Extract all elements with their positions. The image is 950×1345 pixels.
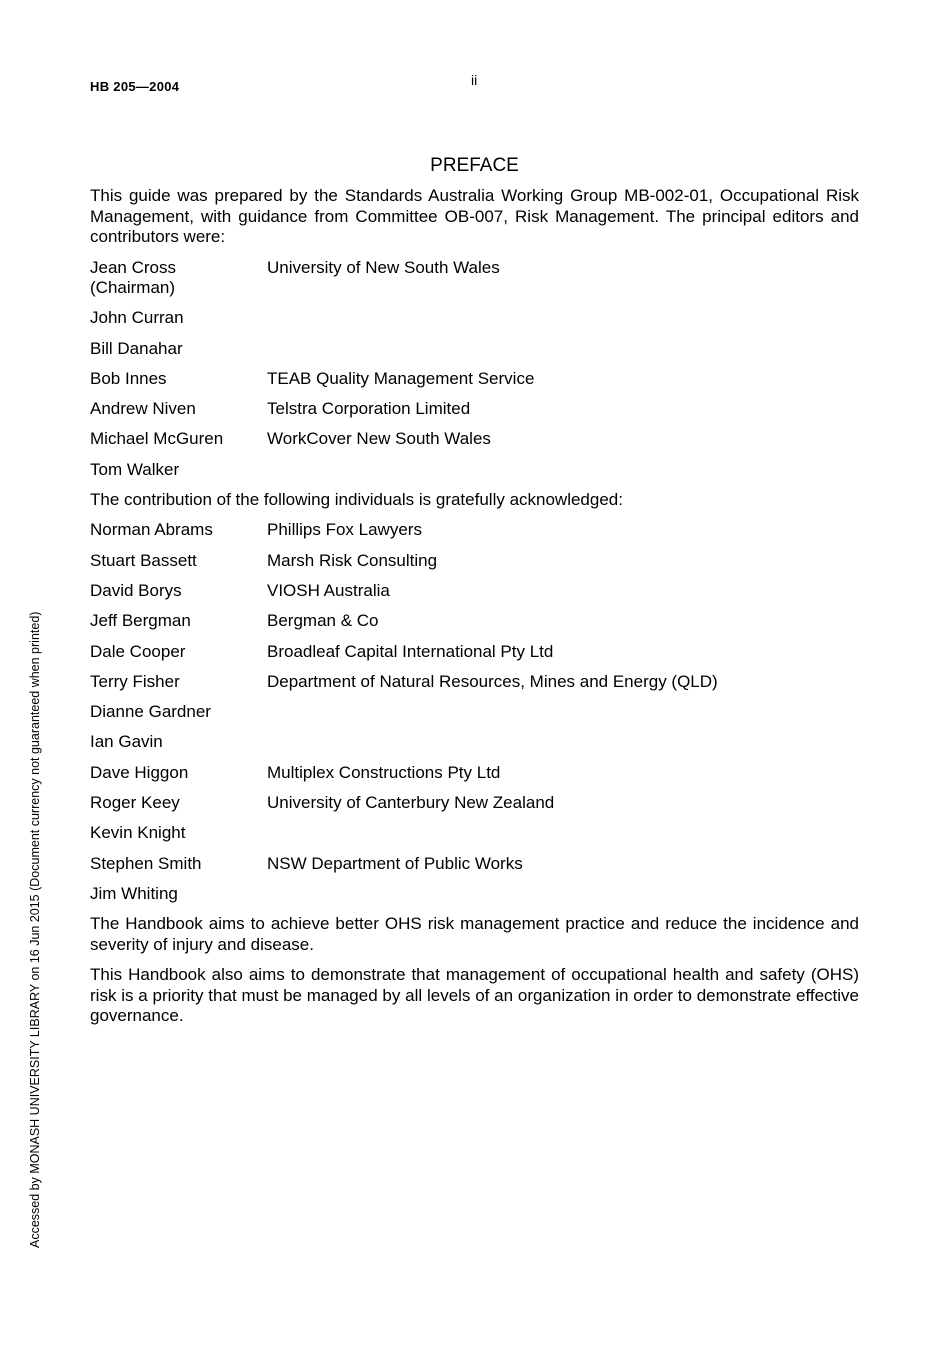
contributor-name: David Borys	[90, 580, 182, 600]
contributor-name: Jim Whiting	[90, 883, 178, 903]
contributor-name: Dianne Gardner	[90, 702, 211, 722]
editor-row	[90, 429, 859, 450]
contributor-org: Broadleaf Capital International Pty Ltd	[267, 641, 554, 661]
contributor-row	[90, 672, 859, 693]
editor-name: John Curran	[90, 308, 184, 328]
editor-name: Bill Danahar	[90, 338, 183, 358]
contributor-name: Dale Cooper	[90, 641, 186, 661]
editor-org: WorkCover New South Wales	[267, 429, 491, 449]
contributor-org	[267, 732, 859, 753]
editor-org	[267, 308, 859, 329]
editor-name: Andrew Niven	[90, 399, 196, 419]
editor-row	[90, 399, 859, 420]
contributor-org	[267, 823, 859, 844]
contributor-name: Roger Keey	[90, 793, 180, 813]
editor-org	[267, 460, 859, 481]
contributor-row	[90, 732, 859, 753]
document-code: HB 205—2004	[90, 79, 180, 94]
acknowledgement-line: The contribution of the following individuals is gratefully acknowledged:	[90, 490, 623, 510]
contributor-org	[267, 702, 859, 723]
contributor-row	[90, 611, 859, 632]
contributor-name: Terry Fisher	[90, 671, 180, 691]
editor-row	[90, 308, 859, 329]
contributor-org: VIOSH Australia	[267, 580, 390, 600]
contributor-org: Department of Natural Resources, Mines and Energy (QLD)	[267, 671, 718, 691]
editor-org: University of New South Wales	[267, 257, 500, 277]
aim-paragraph-2: This Handbook also aims to demonstrate that management of occupational health and safety (OHS) risk is a priority that must be managed by all levels of an organization in order to demonstrate effective governance.	[90, 965, 859, 1026]
contributor-name: Ian Gavin	[90, 732, 163, 752]
contributor-row	[90, 763, 859, 784]
contributor-row	[90, 854, 859, 875]
aim-paragraph-1: The Handbook aims to achieve better OHS risk management practice and reduce the incidence and severity of injury and disease.	[90, 914, 859, 954]
editor-org: Telstra Corporation Limited	[267, 399, 471, 419]
contributor-row	[90, 793, 859, 814]
editor-name: Tom Walker	[90, 459, 180, 479]
editors-list	[90, 258, 859, 481]
contributor-org: Marsh Risk Consulting	[267, 550, 438, 570]
editor-name: Michael McGuren	[90, 429, 224, 449]
contributor-org: Phillips Fox Lawyers	[267, 520, 422, 540]
contributor-org: Bergman & Co	[267, 611, 379, 631]
contributor-name: Norman Abrams	[90, 520, 213, 540]
editor-name: Jean Cross (Chairman)	[90, 257, 176, 297]
page-content	[90, 154, 859, 1027]
editor-org	[267, 339, 859, 360]
page-title: PREFACE	[430, 155, 519, 176]
editor-row	[90, 258, 859, 299]
access-watermark: Accessed by MONASH UNIVERSITY LIBRARY on 16 Jun 2015 (Document currency not guaranteed when printed)	[28, 611, 42, 1248]
contributor-org: Multiplex Constructions Pty Ltd	[267, 762, 501, 782]
contributor-org: NSW Department of Public Works	[267, 853, 523, 873]
intro-paragraph: This guide was prepared by the Standards Australia Working Group MB-002-01, Occupational Risk Management, with guidance from Committee OB-007, Risk Management. The principal editors and contributors were:	[90, 186, 859, 246]
contributor-name: Stephen Smith	[90, 853, 202, 873]
contributor-org	[267, 884, 859, 905]
contributor-name: Dave Higgon	[90, 762, 189, 782]
contributor-row	[90, 551, 859, 572]
contributor-name: Stuart Bassett	[90, 550, 197, 570]
contributor-org: University of Canterbury New Zealand	[267, 793, 555, 813]
editor-row	[90, 369, 859, 390]
contributor-row	[90, 823, 859, 844]
contributor-row	[90, 702, 859, 723]
contributor-row	[90, 884, 859, 905]
editor-row	[90, 460, 859, 481]
page-number: ii	[471, 72, 478, 88]
contributor-name: Jeff Bergman	[90, 611, 191, 631]
editor-name: Bob Innes	[90, 368, 167, 388]
contributor-row	[90, 581, 859, 602]
contributor-row	[90, 520, 859, 541]
editor-row	[90, 339, 859, 360]
contributor-name: Kevin Knight	[90, 823, 186, 843]
editor-org: TEAB Quality Management Service	[267, 368, 535, 388]
contributor-row	[90, 642, 859, 663]
contributors-list	[90, 520, 859, 904]
